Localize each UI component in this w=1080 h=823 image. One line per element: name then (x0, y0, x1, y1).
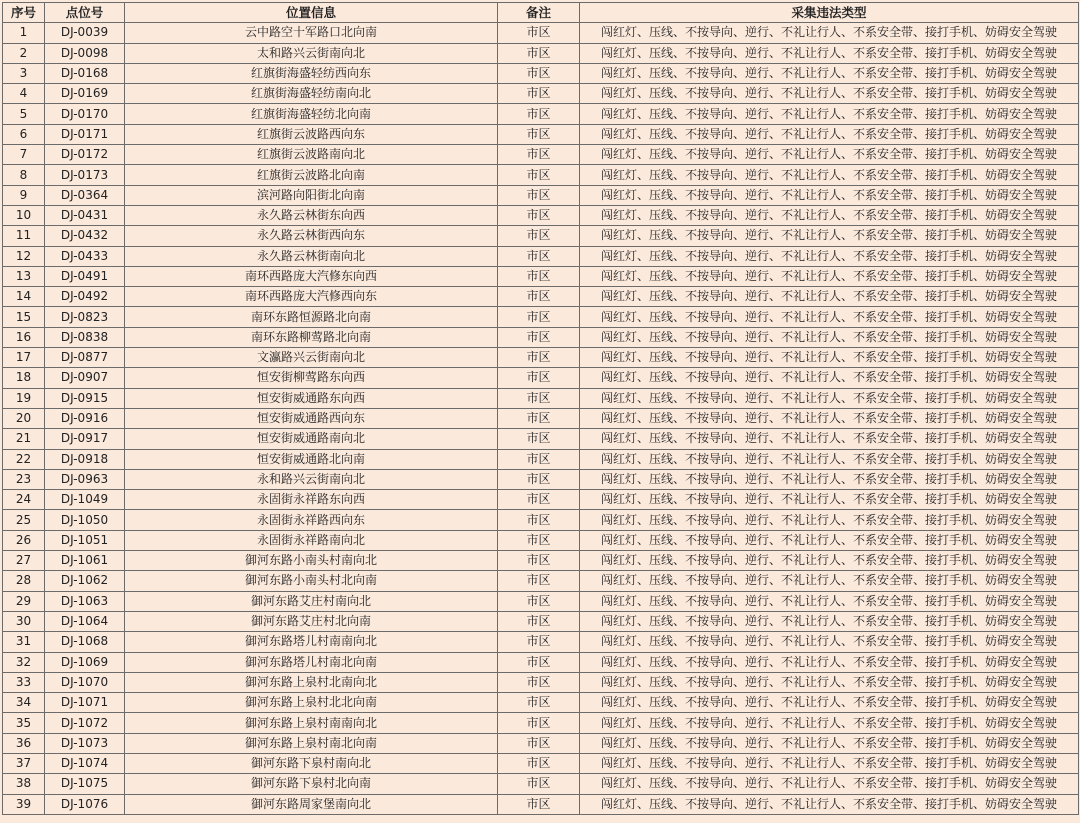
cell-remark: 市区 (498, 652, 580, 672)
cell-remark: 市区 (498, 43, 580, 63)
violation-points-table (2, 2, 1079, 815)
cell-index: 26 (3, 530, 45, 550)
header-point-id: 点位号 (45, 3, 125, 23)
table-row (3, 307, 1079, 327)
cell-point-id: DJ-1071 (45, 693, 125, 713)
cell-index: 24 (3, 490, 45, 510)
cell-index: 17 (3, 348, 45, 368)
cell-point-id: DJ-0171 (45, 124, 125, 144)
cell-violation-types: 闯红灯、压线、不按导向、逆行、不礼让行人、不系安全带、接打手机、妨碍安全驾驶 (580, 652, 1079, 672)
cell-location: 御河东路小南头村南向北 (125, 551, 498, 571)
cell-violation-types: 闯红灯、压线、不按导向、逆行、不礼让行人、不系安全带、接打手机、妨碍安全驾驶 (580, 23, 1079, 43)
cell-location: 南环西路庞大汽修西向东 (125, 287, 498, 307)
cell-violation-types: 闯红灯、压线、不按导向、逆行、不礼让行人、不系安全带、接打手机、妨碍安全驾驶 (580, 348, 1079, 368)
cell-remark: 市区 (498, 591, 580, 611)
cell-point-id: DJ-0173 (45, 165, 125, 185)
cell-remark: 市区 (498, 104, 580, 124)
cell-location: 御河东路上泉村南北向南 (125, 733, 498, 753)
cell-location: 永久路云林街西向东 (125, 226, 498, 246)
table-row (3, 490, 1079, 510)
cell-remark: 市区 (498, 408, 580, 428)
cell-index: 23 (3, 469, 45, 489)
table-row (3, 287, 1079, 307)
cell-location: 恒安街威通路南向北 (125, 429, 498, 449)
table-row (3, 388, 1079, 408)
cell-index: 39 (3, 794, 45, 814)
table-row (3, 23, 1079, 43)
cell-index: 11 (3, 226, 45, 246)
cell-point-id: DJ-0098 (45, 43, 125, 63)
cell-remark: 市区 (498, 145, 580, 165)
cell-point-id: DJ-0172 (45, 145, 125, 165)
table-row (3, 733, 1079, 753)
cell-index: 8 (3, 165, 45, 185)
cell-point-id: DJ-0492 (45, 287, 125, 307)
cell-point-id: DJ-0170 (45, 104, 125, 124)
cell-violation-types: 闯红灯、压线、不按导向、逆行、不礼让行人、不系安全带、接打手机、妨碍安全驾驶 (580, 490, 1079, 510)
cell-remark: 市区 (498, 23, 580, 43)
table-row (3, 713, 1079, 733)
table-row (3, 43, 1079, 63)
cell-location: 红旗街云波路北向南 (125, 165, 498, 185)
table-row (3, 104, 1079, 124)
cell-violation-types: 闯红灯、压线、不按导向、逆行、不礼让行人、不系安全带、接打手机、妨碍安全驾驶 (580, 266, 1079, 286)
cell-violation-types: 闯红灯、压线、不按导向、逆行、不礼让行人、不系安全带、接打手机、妨碍安全驾驶 (580, 104, 1079, 124)
cell-remark: 市区 (498, 551, 580, 571)
header-violation-types: 采集违法类型 (580, 3, 1079, 23)
cell-violation-types: 闯红灯、压线、不按导向、逆行、不礼让行人、不系安全带、接打手机、妨碍安全驾驶 (580, 794, 1079, 814)
table-row (3, 348, 1079, 368)
table-row (3, 469, 1079, 489)
cell-index: 28 (3, 571, 45, 591)
cell-location: 御河东路上泉村南南向北 (125, 713, 498, 733)
cell-violation-types: 闯红灯、压线、不按导向、逆行、不礼让行人、不系安全带、接打手机、妨碍安全驾驶 (580, 713, 1079, 733)
cell-index: 38 (3, 774, 45, 794)
cell-point-id: DJ-0915 (45, 388, 125, 408)
cell-remark: 市区 (498, 753, 580, 773)
cell-index: 22 (3, 449, 45, 469)
cell-remark: 市区 (498, 611, 580, 631)
cell-index: 34 (3, 693, 45, 713)
cell-remark: 市区 (498, 287, 580, 307)
cell-index: 27 (3, 551, 45, 571)
cell-index: 31 (3, 632, 45, 652)
cell-violation-types: 闯红灯、压线、不按导向、逆行、不礼让行人、不系安全带、接打手机、妨碍安全驾驶 (580, 469, 1079, 489)
table-row (3, 449, 1079, 469)
cell-index: 33 (3, 672, 45, 692)
cell-location: 御河东路小南头村北向南 (125, 571, 498, 591)
cell-remark: 市区 (498, 510, 580, 530)
cell-location: 云中路空十军路口北向南 (125, 23, 498, 43)
cell-remark: 市区 (498, 185, 580, 205)
table-row (3, 530, 1079, 550)
cell-location: 御河东路上泉村北南向北 (125, 672, 498, 692)
cell-point-id: DJ-0431 (45, 205, 125, 225)
cell-violation-types: 闯红灯、压线、不按导向、逆行、不礼让行人、不系安全带、接打手机、妨碍安全驾驶 (580, 226, 1079, 246)
cell-remark: 市区 (498, 226, 580, 246)
cell-location: 太和路兴云街南向北 (125, 43, 498, 63)
cell-point-id: DJ-0491 (45, 266, 125, 286)
cell-point-id: DJ-1062 (45, 571, 125, 591)
cell-point-id: DJ-0364 (45, 185, 125, 205)
cell-remark: 市区 (498, 327, 580, 347)
cell-violation-types: 闯红灯、压线、不按导向、逆行、不礼让行人、不系安全带、接打手机、妨碍安全驾驶 (580, 571, 1079, 591)
cell-point-id: DJ-0963 (45, 469, 125, 489)
cell-violation-types: 闯红灯、压线、不按导向、逆行、不礼让行人、不系安全带、接打手机、妨碍安全驾驶 (580, 205, 1079, 225)
cell-index: 35 (3, 713, 45, 733)
cell-violation-types: 闯红灯、压线、不按导向、逆行、不礼让行人、不系安全带、接打手机、妨碍安全驾驶 (580, 733, 1079, 753)
cell-index: 16 (3, 327, 45, 347)
cell-point-id: DJ-1074 (45, 753, 125, 773)
cell-index: 15 (3, 307, 45, 327)
cell-remark: 市区 (498, 307, 580, 327)
cell-remark: 市区 (498, 794, 580, 814)
table-row (3, 591, 1079, 611)
cell-violation-types: 闯红灯、压线、不按导向、逆行、不礼让行人、不系安全带、接打手机、妨碍安全驾驶 (580, 693, 1079, 713)
cell-violation-types: 闯红灯、压线、不按导向、逆行、不礼让行人、不系安全带、接打手机、妨碍安全驾驶 (580, 510, 1079, 530)
cell-index: 6 (3, 124, 45, 144)
table-row (3, 632, 1079, 652)
cell-index: 13 (3, 266, 45, 286)
cell-location: 红旗街海盛轻纺西向东 (125, 63, 498, 83)
table-row (3, 672, 1079, 692)
table-row (3, 693, 1079, 713)
cell-violation-types: 闯红灯、压线、不按导向、逆行、不礼让行人、不系安全带、接打手机、妨碍安全驾驶 (580, 429, 1079, 449)
cell-violation-types: 闯红灯、压线、不按导向、逆行、不礼让行人、不系安全带、接打手机、妨碍安全驾驶 (580, 753, 1079, 773)
cell-violation-types: 闯红灯、压线、不按导向、逆行、不礼让行人、不系安全带、接打手机、妨碍安全驾驶 (580, 43, 1079, 63)
table-row (3, 794, 1079, 814)
cell-remark: 市区 (498, 124, 580, 144)
cell-location: 永久路云林街东向西 (125, 205, 498, 225)
table-row (3, 165, 1079, 185)
cell-point-id: DJ-0838 (45, 327, 125, 347)
cell-remark: 市区 (498, 205, 580, 225)
cell-index: 21 (3, 429, 45, 449)
cell-point-id: DJ-0917 (45, 429, 125, 449)
cell-violation-types: 闯红灯、压线、不按导向、逆行、不礼让行人、不系安全带、接打手机、妨碍安全驾驶 (580, 185, 1079, 205)
cell-point-id: DJ-0432 (45, 226, 125, 246)
cell-remark: 市区 (498, 693, 580, 713)
cell-index: 25 (3, 510, 45, 530)
cell-index: 9 (3, 185, 45, 205)
header-location: 位置信息 (125, 3, 498, 23)
cell-remark: 市区 (498, 388, 580, 408)
table-row (3, 753, 1079, 773)
table-row (3, 611, 1079, 631)
table-row (3, 429, 1079, 449)
cell-point-id: DJ-1049 (45, 490, 125, 510)
cell-location: 永固街永祥路南向北 (125, 530, 498, 550)
table-row (3, 205, 1079, 225)
cell-remark: 市区 (498, 774, 580, 794)
cell-remark: 市区 (498, 368, 580, 388)
cell-point-id: DJ-1063 (45, 591, 125, 611)
cell-remark: 市区 (498, 165, 580, 185)
cell-location: 文瀛路兴云街南向北 (125, 348, 498, 368)
table-row (3, 226, 1079, 246)
cell-remark: 市区 (498, 449, 580, 469)
table-row (3, 510, 1079, 530)
cell-violation-types: 闯红灯、压线、不按导向、逆行、不礼让行人、不系安全带、接打手机、妨碍安全驾驶 (580, 530, 1079, 550)
cell-location: 御河东路周家堡南向北 (125, 794, 498, 814)
table-row (3, 408, 1079, 428)
cell-remark: 市区 (498, 571, 580, 591)
cell-location: 御河东路上泉村北北向南 (125, 693, 498, 713)
cell-point-id: DJ-0433 (45, 246, 125, 266)
cell-index: 14 (3, 287, 45, 307)
cell-point-id: DJ-0823 (45, 307, 125, 327)
cell-point-id: DJ-1068 (45, 632, 125, 652)
cell-remark: 市区 (498, 733, 580, 753)
cell-location: 恒安街威通路北向南 (125, 449, 498, 469)
cell-point-id: DJ-0916 (45, 408, 125, 428)
cell-remark: 市区 (498, 713, 580, 733)
cell-location: 御河东路塔儿村南北向南 (125, 652, 498, 672)
cell-remark: 市区 (498, 63, 580, 83)
cell-remark: 市区 (498, 246, 580, 266)
cell-location: 恒安街威通路西向东 (125, 408, 498, 428)
cell-location: 南环东路柳莺路北向南 (125, 327, 498, 347)
cell-index: 3 (3, 63, 45, 83)
table-row (3, 551, 1079, 571)
cell-remark: 市区 (498, 632, 580, 652)
cell-violation-types: 闯红灯、压线、不按导向、逆行、不礼让行人、不系安全带、接打手机、妨碍安全驾驶 (580, 287, 1079, 307)
table-body (3, 23, 1079, 815)
cell-point-id: DJ-1051 (45, 530, 125, 550)
cell-location: 滨河路向阳街北向南 (125, 185, 498, 205)
cell-remark: 市区 (498, 469, 580, 489)
cell-violation-types: 闯红灯、压线、不按导向、逆行、不礼让行人、不系安全带、接打手机、妨碍安全驾驶 (580, 551, 1079, 571)
cell-location: 恒安街柳莺路东向西 (125, 368, 498, 388)
table-row (3, 774, 1079, 794)
cell-violation-types: 闯红灯、压线、不按导向、逆行、不礼让行人、不系安全带、接打手机、妨碍安全驾驶 (580, 388, 1079, 408)
cell-violation-types: 闯红灯、压线、不按导向、逆行、不礼让行人、不系安全带、接打手机、妨碍安全驾驶 (580, 774, 1079, 794)
cell-location: 南环东路恒源路北向南 (125, 307, 498, 327)
table-row (3, 246, 1079, 266)
table-row (3, 63, 1079, 83)
cell-location: 御河东路艾庄村北向南 (125, 611, 498, 631)
cell-location: 御河东路下泉村南向北 (125, 753, 498, 773)
cell-point-id: DJ-0877 (45, 348, 125, 368)
cell-point-id: DJ-1073 (45, 733, 125, 753)
cell-location: 御河东路艾庄村南向北 (125, 591, 498, 611)
cell-location: 御河东路下泉村北向南 (125, 774, 498, 794)
table-header (3, 3, 1079, 23)
cell-location: 红旗街海盛轻纺南向北 (125, 84, 498, 104)
cell-point-id: DJ-0039 (45, 23, 125, 43)
cell-index: 1 (3, 23, 45, 43)
cell-location: 红旗街云波路南向北 (125, 145, 498, 165)
cell-violation-types: 闯红灯、压线、不按导向、逆行、不礼让行人、不系安全带、接打手机、妨碍安全驾驶 (580, 145, 1079, 165)
cell-remark: 市区 (498, 266, 580, 286)
header-remark: 备注 (498, 3, 580, 23)
table-row (3, 652, 1079, 672)
cell-violation-types: 闯红灯、压线、不按导向、逆行、不礼让行人、不系安全带、接打手机、妨碍安全驾驶 (580, 307, 1079, 327)
cell-remark: 市区 (498, 429, 580, 449)
cell-remark: 市区 (498, 530, 580, 550)
cell-violation-types: 闯红灯、压线、不按导向、逆行、不礼让行人、不系安全带、接打手机、妨碍安全驾驶 (580, 672, 1079, 692)
cell-point-id: DJ-1075 (45, 774, 125, 794)
cell-violation-types: 闯红灯、压线、不按导向、逆行、不礼让行人、不系安全带、接打手机、妨碍安全驾驶 (580, 327, 1079, 347)
cell-violation-types: 闯红灯、压线、不按导向、逆行、不礼让行人、不系安全带、接打手机、妨碍安全驾驶 (580, 591, 1079, 611)
cell-point-id: DJ-1072 (45, 713, 125, 733)
table-row (3, 84, 1079, 104)
table-row (3, 185, 1079, 205)
cell-point-id: DJ-0168 (45, 63, 125, 83)
table-row (3, 571, 1079, 591)
table-row (3, 124, 1079, 144)
cell-index: 12 (3, 246, 45, 266)
cell-index: 29 (3, 591, 45, 611)
cell-location: 南环西路庞大汽修东向西 (125, 266, 498, 286)
cell-location: 恒安街威通路东向西 (125, 388, 498, 408)
cell-violation-types: 闯红灯、压线、不按导向、逆行、不礼让行人、不系安全带、接打手机、妨碍安全驾驶 (580, 63, 1079, 83)
cell-location: 红旗街云波路西向东 (125, 124, 498, 144)
cell-index: 7 (3, 145, 45, 165)
cell-point-id: DJ-1064 (45, 611, 125, 631)
cell-remark: 市区 (498, 84, 580, 104)
cell-point-id: DJ-0918 (45, 449, 125, 469)
cell-violation-types: 闯红灯、压线、不按导向、逆行、不礼让行人、不系安全带、接打手机、妨碍安全驾驶 (580, 84, 1079, 104)
cell-location: 永和路兴云街南向北 (125, 469, 498, 489)
cell-index: 37 (3, 753, 45, 773)
cell-location: 永固街永祥路西向东 (125, 510, 498, 530)
cell-index: 2 (3, 43, 45, 63)
cell-index: 4 (3, 84, 45, 104)
cell-point-id: DJ-1076 (45, 794, 125, 814)
cell-violation-types: 闯红灯、压线、不按导向、逆行、不礼让行人、不系安全带、接打手机、妨碍安全驾驶 (580, 408, 1079, 428)
cell-location: 永久路云林街南向北 (125, 246, 498, 266)
cell-point-id: DJ-1050 (45, 510, 125, 530)
cell-location: 红旗街海盛轻纺北向南 (125, 104, 498, 124)
header-row (3, 3, 1079, 23)
cell-violation-types: 闯红灯、压线、不按导向、逆行、不礼让行人、不系安全带、接打手机、妨碍安全驾驶 (580, 449, 1079, 469)
cell-violation-types: 闯红灯、压线、不按导向、逆行、不礼让行人、不系安全带、接打手机、妨碍安全驾驶 (580, 124, 1079, 144)
cell-violation-types: 闯红灯、压线、不按导向、逆行、不礼让行人、不系安全带、接打手机、妨碍安全驾驶 (580, 611, 1079, 631)
cell-remark: 市区 (498, 672, 580, 692)
cell-point-id: DJ-0907 (45, 368, 125, 388)
cell-index: 5 (3, 104, 45, 124)
table-row (3, 368, 1079, 388)
cell-point-id: DJ-1061 (45, 551, 125, 571)
cell-index: 30 (3, 611, 45, 631)
cell-location: 永固街永祥路东向西 (125, 490, 498, 510)
table-row (3, 266, 1079, 286)
cell-index: 18 (3, 368, 45, 388)
cell-index: 32 (3, 652, 45, 672)
cell-remark: 市区 (498, 490, 580, 510)
cell-violation-types: 闯红灯、压线、不按导向、逆行、不礼让行人、不系安全带、接打手机、妨碍安全驾驶 (580, 368, 1079, 388)
table-row (3, 145, 1079, 165)
cell-point-id: DJ-0169 (45, 84, 125, 104)
cell-violation-types: 闯红灯、压线、不按导向、逆行、不礼让行人、不系安全带、接打手机、妨碍安全驾驶 (580, 246, 1079, 266)
cell-index: 10 (3, 205, 45, 225)
table-row (3, 327, 1079, 347)
cell-location: 御河东路塔儿村南南向北 (125, 632, 498, 652)
cell-index: 19 (3, 388, 45, 408)
cell-violation-types: 闯红灯、压线、不按导向、逆行、不礼让行人、不系安全带、接打手机、妨碍安全驾驶 (580, 632, 1079, 652)
cell-index: 20 (3, 408, 45, 428)
cell-index: 36 (3, 733, 45, 753)
cell-point-id: DJ-1070 (45, 672, 125, 692)
header-index: 序号 (3, 3, 45, 23)
cell-point-id: DJ-1069 (45, 652, 125, 672)
cell-violation-types: 闯红灯、压线、不按导向、逆行、不礼让行人、不系安全带、接打手机、妨碍安全驾驶 (580, 165, 1079, 185)
cell-remark: 市区 (498, 348, 580, 368)
